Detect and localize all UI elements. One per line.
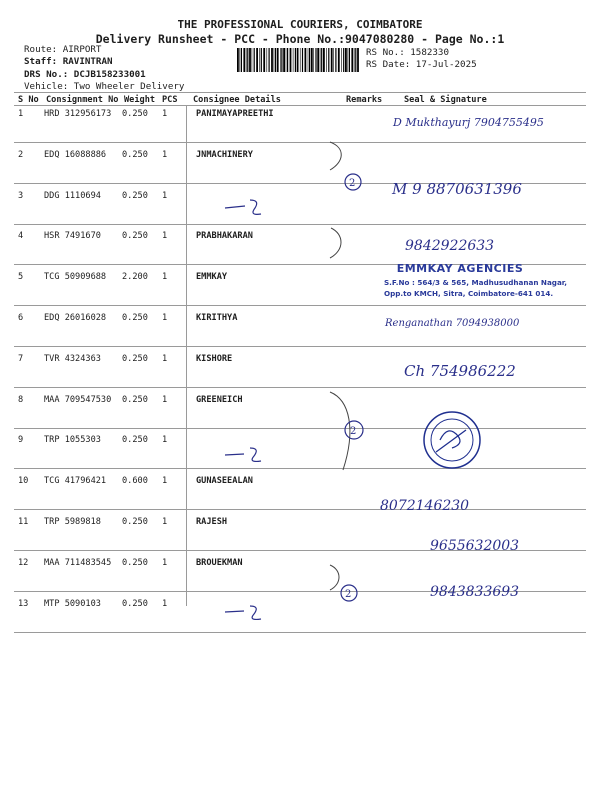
barcode-bar	[267, 48, 268, 72]
sno-cell: 12	[18, 558, 29, 568]
signature-row-10: 8072146230	[380, 498, 470, 514]
barcode-bar	[309, 48, 310, 72]
barcode-bar	[287, 48, 288, 72]
consignee-column-divider	[186, 106, 187, 606]
barcode-bar	[259, 48, 260, 72]
runsheet-subtitle: Delivery Runsheet - PCC - Phone No.:9047080280 - Page No.:1	[95, 32, 505, 46]
pcs-cell: 1	[162, 272, 168, 282]
pcs-cell: 1	[162, 599, 168, 609]
signature-row-1: D Mukthayurj 7904755495	[393, 116, 544, 129]
consignment-cell: MAA 711483545	[44, 558, 112, 568]
pcs-cell: 1	[162, 435, 168, 445]
row-divider	[14, 346, 586, 347]
route-label: Route: AIRPORT	[24, 44, 102, 55]
col-consignee-header: Consignee Details	[193, 95, 281, 105]
consignment-cell: TRP 1055303	[44, 435, 101, 445]
emmkay-agencies-stamp	[380, 262, 580, 306]
svg-text:2: 2	[349, 178, 356, 189]
col-weight-header: Weight	[124, 95, 156, 105]
sno-cell: 9	[18, 435, 24, 445]
col-seal-header: Seal & Signature	[404, 95, 487, 105]
barcode-bar	[323, 48, 325, 72]
weight-cell: 0.250	[122, 517, 148, 527]
consignment-cell: MAA 709547530	[44, 395, 112, 405]
sno-cell: 6	[18, 313, 24, 323]
barcode-bar	[283, 48, 285, 72]
consignee-cell: KISHORE	[196, 354, 233, 364]
barcode-bar	[240, 48, 241, 72]
pcs-cell: 1	[162, 476, 168, 486]
barcode-bar	[290, 48, 292, 72]
pcs-cell: 1	[162, 517, 168, 527]
pcs-cell: 1	[162, 558, 168, 568]
barcode-bar	[331, 48, 333, 72]
consignee-cell: KIRITHYA	[196, 313, 238, 323]
signature-row-11: 9655632003	[430, 538, 520, 554]
consignee-cell: RAJESH	[196, 517, 228, 527]
pcs-cell: 1	[162, 231, 168, 241]
weight-cell: 0.250	[122, 191, 148, 201]
col-remarks-header: Remarks	[346, 95, 383, 105]
barcode-bar	[256, 48, 258, 72]
weight-cell: 0.600	[122, 476, 148, 486]
consignment-cell: TRP 5989818	[44, 517, 101, 527]
consignment-cell: HRD 312956173	[44, 109, 112, 119]
rs-number: RS No.: 1582330	[366, 47, 449, 58]
barcode-bar	[313, 48, 314, 72]
consignee-cell: PANIMAYAPREETHI	[196, 109, 274, 119]
pcs-cell: 1	[162, 150, 168, 160]
barcode-bar	[341, 48, 342, 72]
pcs-cell: 1	[162, 354, 168, 364]
row-divider	[14, 632, 586, 633]
pcs-cell: 1	[162, 313, 168, 323]
barcode-bar	[308, 48, 309, 72]
weight-cell: 2.200	[122, 272, 148, 282]
vehicle-label: Vehicle: Two Wheeler Delivery	[24, 81, 185, 92]
barcode-bar	[317, 48, 319, 72]
barcode-bar	[338, 48, 340, 72]
col-consignment-header: Consignment No	[46, 95, 119, 105]
row-divider	[14, 224, 586, 225]
barcode-bar	[237, 48, 239, 72]
barcode-bar	[349, 48, 350, 72]
barcode-bar	[243, 48, 245, 72]
consignment-cell: TCG 50909688	[44, 272, 107, 282]
sno-cell: 8	[18, 395, 24, 405]
barcode-bar	[280, 48, 281, 72]
drs-number: DRS No.: DCJB158233001	[24, 69, 146, 80]
barcode-bar	[305, 48, 307, 72]
barcode-bar	[333, 48, 334, 72]
sno-cell: 1	[18, 109, 24, 119]
consignment-cell: TCG 41796421	[44, 476, 107, 486]
consignment-cell: MTP 5090103	[44, 599, 101, 609]
consignment-cell: TVR 4324363	[44, 354, 101, 364]
barcode-bar	[275, 48, 276, 72]
consignment-cell: HSR 7491670	[44, 231, 101, 241]
barcode-bar	[252, 48, 253, 72]
weight-cell: 0.250	[122, 599, 148, 609]
sno-cell: 2	[18, 150, 24, 160]
weight-cell: 0.250	[122, 150, 148, 160]
signature-row-7: Ch 754986222	[404, 362, 516, 380]
sno-cell: 3	[18, 191, 24, 201]
pcs-cell: 1	[162, 395, 168, 405]
barcode-bar	[295, 48, 296, 72]
barcode-graphic	[236, 48, 360, 72]
rs-date: RS Date: 17-Jul-2025	[366, 59, 477, 70]
sno-cell: 13	[18, 599, 29, 609]
barcode-bar	[263, 48, 265, 72]
barcode-bar	[293, 48, 294, 72]
row-divider	[14, 387, 586, 388]
consignee-cell: BROUEKMAN	[196, 558, 243, 568]
pcs-cell: 1	[162, 191, 168, 201]
consignment-cell: DDG 1110694	[44, 191, 101, 201]
weight-cell: 0.250	[122, 558, 148, 568]
barcode-bar	[302, 48, 303, 72]
barcode-bar	[277, 48, 279, 72]
stamp-address-line-2: Opp.to KMCH, Sitra, Coimbatore-641 014.	[384, 289, 554, 298]
barcode-bar	[274, 48, 275, 72]
barcode-bar	[320, 48, 321, 72]
barcode-bar	[343, 48, 344, 72]
barcode-bar	[249, 48, 251, 72]
barcode-bar	[286, 48, 287, 72]
signature-row-6: Renganathan 7094938000	[385, 318, 520, 329]
row-divider	[14, 468, 586, 469]
consignee-cell: EMMKAY	[196, 272, 228, 282]
header-bottom-rule	[14, 105, 586, 106]
barcode-bar	[315, 48, 316, 72]
sno-cell: 10	[18, 476, 29, 486]
weight-cell: 0.250	[122, 231, 148, 241]
barcode-bar	[328, 48, 329, 72]
consignment-cell: EDQ 16088886	[44, 150, 107, 160]
barcode-bar	[348, 48, 349, 72]
barcode-bar	[271, 48, 273, 72]
consignment-cell: EDQ 26016028	[44, 313, 107, 323]
barcode-bar	[311, 48, 313, 72]
barcode-bar	[354, 48, 355, 72]
weight-cell: 0.250	[122, 435, 148, 445]
row-divider	[14, 428, 586, 429]
stamp-address-line-1: S.F.No : 564/3 & 565, Madhusudhanan Nagar,	[384, 278, 568, 287]
consignee-cell: GREENEICH	[196, 395, 243, 405]
signature-row-13: 9843833693	[430, 584, 520, 600]
weight-cell: 0.250	[122, 109, 148, 119]
weight-cell: 0.250	[122, 354, 148, 364]
header-top-rule	[14, 92, 586, 93]
barcode-bar	[351, 48, 353, 72]
barcode-bar	[246, 48, 247, 72]
consignee-cell: JNMACHINERY	[196, 150, 253, 160]
barcode-bar	[269, 48, 270, 72]
staff-label: Staff: RAVINTRAN	[24, 56, 113, 67]
barcode-bar	[326, 48, 327, 72]
stamp-company-name: EMMKAY AGENCIES	[396, 262, 524, 275]
consignee-cell: GUNASEEALAN	[196, 476, 253, 486]
pcs-cell: 1	[162, 109, 168, 119]
svg-text:2: 2	[350, 426, 357, 437]
barcode-bar	[355, 48, 356, 72]
barcode-bar	[241, 48, 242, 72]
barcode-bar	[321, 48, 322, 72]
sno-cell: 11	[18, 517, 29, 527]
barcode-bar	[357, 48, 359, 72]
signature-row-4: 9842922633	[405, 238, 495, 254]
sno-cell: 7	[18, 354, 24, 364]
barcode-bar	[335, 48, 336, 72]
company-title: THE PROFESSIONAL COURIERS, COIMBATORE	[177, 18, 423, 31]
barcode-bar	[300, 48, 301, 72]
sno-cell: 4	[18, 231, 24, 241]
barcode-bar	[297, 48, 299, 72]
barcode-bar	[345, 48, 347, 72]
round-company-seal	[424, 412, 480, 468]
col-sno-header: S No	[18, 95, 39, 105]
col-pcs-header: PCS	[162, 95, 178, 105]
sno-cell: 5	[18, 272, 24, 282]
barcode-bar	[281, 48, 282, 72]
row-divider	[14, 142, 586, 143]
weight-cell: 0.250	[122, 313, 148, 323]
signature-row-3: M 9 8870631396	[392, 180, 522, 198]
barcode-bar	[247, 48, 248, 72]
weight-cell: 0.250	[122, 395, 148, 405]
row-divider	[14, 509, 586, 510]
consignee-cell: PRABHAKARAN	[196, 231, 253, 241]
svg-text:2: 2	[345, 589, 352, 600]
barcode-bar	[261, 48, 262, 72]
barcode-bar	[254, 48, 255, 72]
